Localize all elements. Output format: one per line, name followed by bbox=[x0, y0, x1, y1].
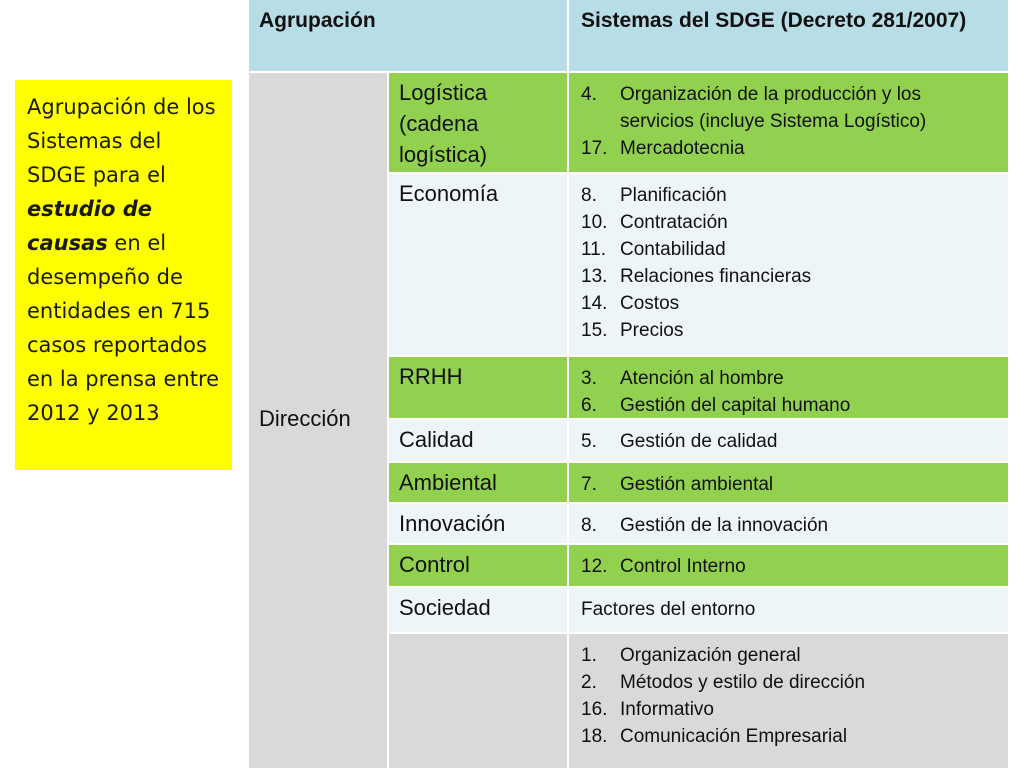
system-item bbox=[581, 236, 996, 263]
group-cell bbox=[249, 73, 387, 768]
category-cell bbox=[389, 420, 567, 461]
system-item bbox=[581, 209, 996, 236]
systems-cell bbox=[569, 174, 1008, 355]
system-label: Gestión de la innovación bbox=[620, 515, 829, 536]
systems-cell bbox=[569, 463, 1008, 502]
system-item bbox=[581, 471, 996, 498]
system-item bbox=[581, 81, 996, 135]
category-cell bbox=[389, 73, 567, 172]
system-label: Informativo bbox=[620, 699, 714, 720]
category-label: RRHH bbox=[399, 364, 463, 389]
category-cell bbox=[389, 588, 567, 632]
system-label: Relaciones financieras bbox=[620, 266, 812, 287]
system-number: 16. bbox=[581, 699, 608, 720]
system-number: 7. bbox=[581, 474, 597, 495]
system-label: Costos bbox=[620, 293, 680, 314]
system-label: Planificación bbox=[620, 185, 727, 206]
category-cell bbox=[389, 463, 567, 502]
system-label: Organización de la producción y los servicios (incluye Sistema Logístico) bbox=[620, 84, 927, 132]
system-number: 17. bbox=[581, 138, 608, 159]
system-label: Contabilidad bbox=[620, 239, 726, 260]
system-number: 18. bbox=[581, 726, 608, 747]
system-number: 10. bbox=[581, 212, 608, 233]
system-number: 12. bbox=[581, 556, 608, 577]
system-item bbox=[581, 392, 996, 419]
system-item bbox=[581, 596, 996, 623]
system-number: 4. bbox=[581, 84, 597, 105]
system-label: Factores del entorno bbox=[581, 599, 756, 620]
system-number: 8. bbox=[581, 515, 597, 536]
system-item bbox=[581, 428, 996, 455]
system-number: 2. bbox=[581, 672, 597, 693]
systems-cell bbox=[569, 73, 1008, 172]
header-systems: Sistemas del SDGE (Decreto 281/2007) bbox=[569, 0, 1008, 71]
system-item bbox=[581, 263, 996, 290]
systems-cell bbox=[569, 634, 1008, 768]
note-text-2: en el desempeño de entidades en 715 casos reportados en la prensa entre 2012 y 2013 bbox=[27, 231, 220, 425]
system-item bbox=[581, 669, 996, 696]
system-number: 11. bbox=[581, 239, 607, 260]
system-number: 8. bbox=[581, 185, 597, 206]
category-cell bbox=[389, 174, 567, 355]
systems-cell bbox=[569, 420, 1008, 461]
system-label: Organización general bbox=[620, 645, 801, 666]
category-label: Economía bbox=[399, 181, 499, 206]
system-item bbox=[581, 182, 996, 209]
category-cell bbox=[389, 504, 567, 543]
system-number: 15. bbox=[581, 320, 608, 341]
category-cell bbox=[389, 357, 567, 418]
systems-cell bbox=[569, 588, 1008, 632]
system-label: Mercadotecnia bbox=[620, 138, 745, 159]
system-label: Comunicación Empresarial bbox=[620, 726, 848, 747]
category-cell bbox=[389, 545, 567, 586]
system-label: Métodos y estilo de dirección bbox=[620, 672, 866, 693]
category-label: Ambiental bbox=[399, 470, 497, 495]
system-item bbox=[581, 135, 996, 162]
system-item bbox=[581, 553, 996, 580]
system-number: 3. bbox=[581, 368, 597, 389]
note-emphasis: estudio de causas bbox=[27, 197, 152, 255]
system-item bbox=[581, 696, 996, 723]
system-number: 1. bbox=[581, 645, 597, 666]
category-cell bbox=[389, 634, 567, 768]
sdge-table bbox=[249, 0, 1008, 768]
system-label: Atención al hombre bbox=[620, 368, 784, 389]
system-label: Gestión ambiental bbox=[620, 474, 774, 495]
system-number: 14. bbox=[581, 293, 608, 314]
systems-cell bbox=[569, 545, 1008, 586]
category-label: Sociedad bbox=[399, 595, 491, 620]
system-item bbox=[581, 290, 996, 317]
system-item bbox=[581, 723, 996, 750]
study-note bbox=[15, 80, 232, 470]
system-label: Control Interno bbox=[620, 556, 746, 577]
note-text-1: Agrupación de los Sistemas del SDGE para el bbox=[27, 95, 216, 187]
systems-cell bbox=[569, 357, 1008, 418]
system-label: Contratación bbox=[620, 212, 728, 233]
system-item bbox=[581, 642, 996, 669]
system-number: 5. bbox=[581, 431, 597, 452]
system-item bbox=[581, 512, 996, 539]
system-item bbox=[581, 365, 996, 392]
category-label: Calidad bbox=[399, 427, 474, 452]
system-item bbox=[581, 317, 996, 344]
system-label: Gestión de calidad bbox=[620, 431, 778, 452]
system-label: Gestión del capital humano bbox=[620, 395, 851, 416]
category-label: Innovación bbox=[399, 511, 506, 536]
system-number: 13. bbox=[581, 266, 608, 287]
system-label: Precios bbox=[620, 320, 684, 341]
category-label: Control bbox=[399, 552, 470, 577]
systems-cell bbox=[569, 504, 1008, 543]
group-label: Dirección bbox=[259, 406, 351, 431]
header-group: Agrupación bbox=[249, 0, 567, 71]
system-number: 6. bbox=[581, 395, 597, 416]
category-label: Logística (cadena logística) bbox=[399, 80, 488, 167]
